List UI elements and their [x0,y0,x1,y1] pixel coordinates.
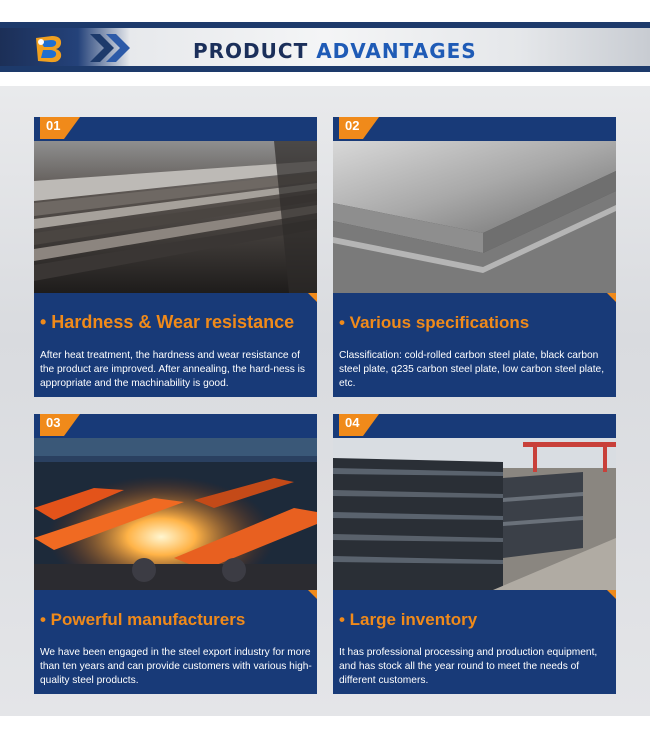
corner-accent [308,293,317,302]
card-number-badge: 02 [339,117,375,139]
steel-plates-photo [34,141,317,293]
brand-logo-icon [32,34,66,64]
page-title [193,36,477,66]
advantage-card-3 [34,414,317,694]
card-title: • Hardness & Wear resistance [40,312,295,332]
advantage-card-4 [333,414,616,694]
section-header [0,22,650,72]
corner-accent [607,590,616,599]
card-description: After heat treatment, the hardness and wear resistance of the product are improved. After annealing, the hard-ness is appropriate and the machinability is good. [40,350,306,389]
title-word-product: PRODUCT [193,39,309,63]
card-title: • Large inventory [339,610,478,629]
card-number-badge: 04 [339,414,375,436]
advantage-card-1 [34,117,317,397]
card-description: We have been engaged in the steel export industry for more than ten years and can provide customers with various high-quality steel products. [40,647,312,686]
corner-accent [308,590,317,599]
card-description: It has professional processing and production equipment, and has stock all the year round to meet the needs of different customers. [339,647,598,686]
corner-accent [607,293,616,302]
hot-rolling-mill-photo [34,438,317,590]
card-number-badge: 01 [40,117,76,139]
steel-inventory-yard-photo [333,438,616,590]
card-description: Classification: cold-rolled carbon steel plate, black carbon steel plate, q235 carbon steel plate, low carbon steel plate, etc. [339,350,605,389]
card-number-badge: 03 [40,414,76,436]
title-word-advantages: ADVANTAGES [316,39,477,63]
card-title: • Powerful manufacturers [40,610,246,629]
card-title: • Various specifications [339,313,530,332]
sheet-metal-photo [333,141,616,293]
double-chevron-right-icon [88,32,132,64]
advantage-card-2 [333,117,616,397]
